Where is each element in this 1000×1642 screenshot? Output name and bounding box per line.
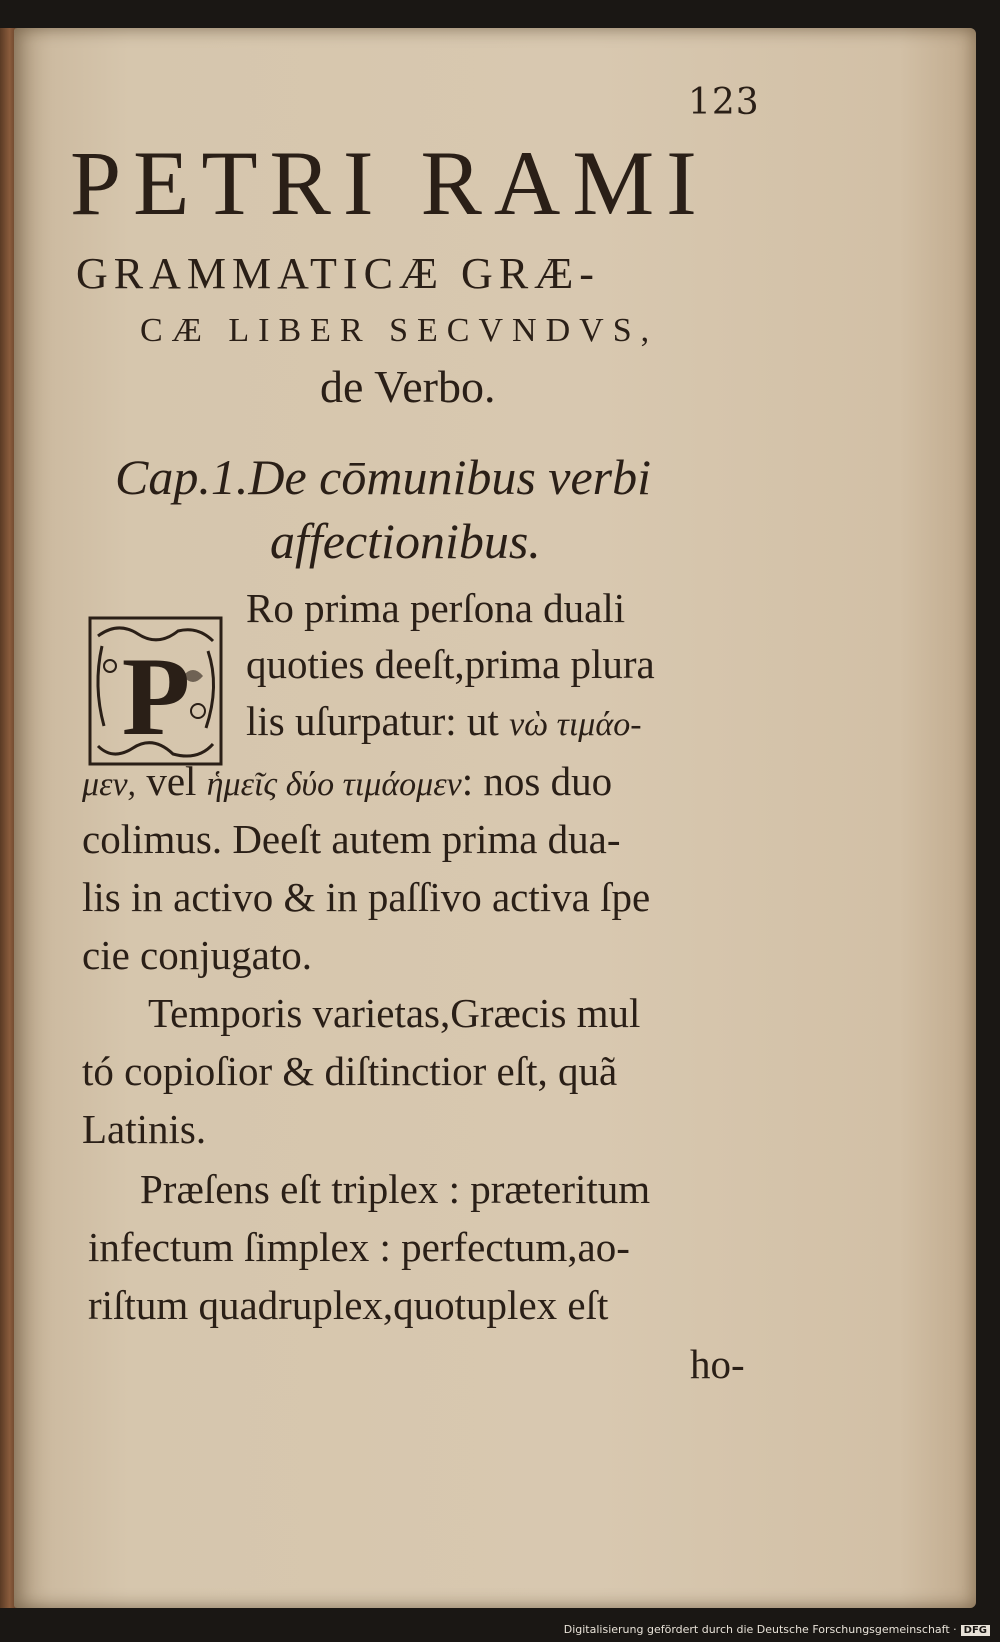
- body-line: [246, 697, 642, 745]
- chapter-heading-line-1: Cap.1.De cōmunibus verbi: [115, 449, 652, 505]
- dfg-logo: DFG: [961, 1625, 990, 1636]
- body-line: quoties deeſt,prima plura: [246, 641, 655, 687]
- body-line: Præſens eſt triplex : præteritum: [140, 1166, 651, 1212]
- chapter-heading-line-2: affectionibus.: [270, 513, 541, 569]
- drop-cap-letter: P: [121, 635, 191, 759]
- body-text: lis uſurpatur: ut: [246, 698, 499, 744]
- greek-text: νὼ τιμάο-: [509, 706, 642, 743]
- page-number: 123: [688, 82, 760, 123]
- subtitle-line-1: GRAMMATICÆ GRÆ-: [76, 249, 600, 298]
- greek-text: ἡμεῖς δύο τιμάομεν: [206, 766, 462, 803]
- catchword: ho-: [690, 1341, 745, 1387]
- subtitle-line-3: de Verbo.: [320, 361, 496, 412]
- body-line: tó copioſior & diſtinctior eſt, quã: [82, 1048, 618, 1094]
- body-text: : nos duo: [461, 758, 613, 804]
- page-title: PETRI RAMI: [70, 132, 709, 234]
- body-line: cie conjugato.: [82, 932, 312, 978]
- footer-text: Digitalisierung gefördert durch die Deutsche Forschungsgemeinschaft ·: [563, 1623, 957, 1636]
- body-line: infectum ſimplex : perfectum,ao-: [88, 1224, 630, 1270]
- body-line: [82, 757, 612, 805]
- digitization-credit: [564, 1623, 990, 1636]
- body-line: Latinis.: [82, 1106, 207, 1152]
- body-line: Ro prima perſona duali: [246, 585, 626, 631]
- body-line: colimus. Deeſt autem prima dua-: [82, 816, 621, 862]
- decorated-initial: [88, 616, 223, 766]
- body-line: riſtum quadruplex,quotuplex eſt: [88, 1282, 609, 1328]
- subtitle-line-2: CÆ LIBER SECVNDVS,: [140, 312, 659, 349]
- body-line: lis in activo & in paſſivo activa ſpe: [82, 874, 651, 920]
- body-line: Temporis varietas,Græcis mul: [148, 990, 641, 1036]
- greek-text: μεν,: [82, 766, 137, 803]
- body-text: vel: [136, 758, 197, 804]
